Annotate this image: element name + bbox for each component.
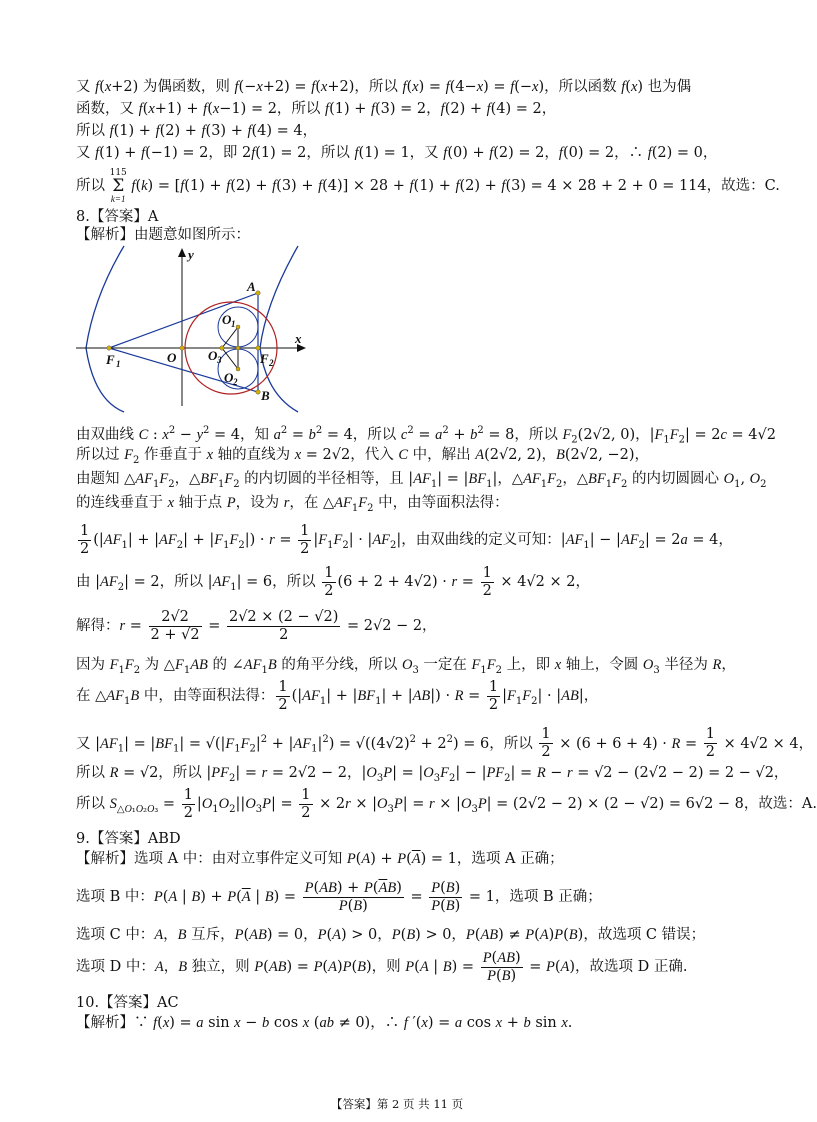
y-axis-arrow <box>178 248 186 257</box>
label-O2: O <box>224 370 234 385</box>
q8-line-4: 的连线垂直于 x 轴于点 P，设为 r，在 $\triangle AF_1F_2$ 中，由等面积法得： <box>76 495 509 514</box>
text-line: 所以 f(1) + f(2) + f(3) + f(4) = 4， <box>76 123 318 139</box>
label-O: O <box>167 350 177 365</box>
q8-line-1: 由双曲线 C : $x^2 - y^2 = 4$，知 $a^2 = b^2 = 4$，所以 $c^2 = a^2 + b^2 = 8$，所以 $F_2(2√2$, 0)，$|F_1F_2| = 2c = 4√2$ <box>76 425 776 446</box>
point-O1 <box>236 325 240 329</box>
q8-answer: 8.【答案】A <box>76 209 159 225</box>
label-y: y <box>188 247 194 262</box>
label-A: A <box>247 279 256 294</box>
text-line: 所以 115 Σ k=1 f(k) = [f(1) + f(2) + f(3) + f(4)] × 28 + f(1) + f(2) + f(3) = 4 × 28 + 2 + 0 = 114，故选：C. <box>76 168 780 204</box>
point-F1 <box>107 346 111 350</box>
label-O3-sub: 3 <box>217 355 222 365</box>
q8-line-11: 所以 R = √2，所以 $|PF_2| = r = 2√2 - 2$，$|O_3P| = |O_3F_2| - |PF_2| = R - r = √2 - (2√2 - 2) = 2 - √2$， <box>76 765 789 784</box>
q10-analysis: 【解析】∵ f(x) = a sin x − b cos x (ab ≠ 0)，∴ f ′(x) = a cos x + b sin x. <box>76 1015 573 1031</box>
label-O1: O <box>222 312 232 327</box>
q9-option-a: 【解析】选项 A 中：由对立事件定义可知 $P(A) + P(\overline{A}) = 1$，选项 A 正确； <box>76 851 564 867</box>
q8-line-12: 所以 $S_{\triangle O_1O_2O_3}$ = $\frac{1}{2}$ $|O_1O_2||O_3P|$ = $\frac{1}{2}$ × $2r \times |O_3P| = r \times |O_3P| = (2√2 - 2) \times (2 - √2) = 6√2 - 8$，故选：A. <box>76 786 817 821</box>
q9-answer: 9.【答案】ABD <box>76 831 181 847</box>
label-B: B <box>261 388 270 403</box>
label-x: x <box>295 331 302 346</box>
q9-option-c: 选项 C 中：A，B 互斥，P(AB) = 0，P(A) > 0，P(B) > 0，P(AB) ≠ P(A)P(B)，故选项 C 错误； <box>76 927 706 943</box>
point-B <box>256 390 260 394</box>
sum-upper: 115 <box>109 168 127 178</box>
point-O2 <box>236 367 240 371</box>
q8-line-7: 解得：r = $\frac{2√2}{2 + √2}$ = $\frac{2√2 \times (2 - √2)}{2}$ = 2√2 − 2， <box>76 608 437 643</box>
q10-answer: 10.【答案】AC <box>76 995 179 1011</box>
q8-line-10: 又 $|AF_1| = |BF_1| = √(|F_1F_2|^2 + |AF_1|^2) = √((4√2)^2 + 2^2) = 6$，所以 $\frac{1}{2}$ × (6 + 6 + 4) · R = $\frac{1}{2}$ × 4√2 × 4， <box>76 726 814 761</box>
label-O2-sub: 2 <box>233 377 238 387</box>
q9-option-d: 选项 D 中：A，B 独立，则 P(AB) = P(A)P(B)，则 P(A | B) = $\frac{P(AB)}{P(B)}$ = P(A)，故选项 D 正确. <box>76 949 688 984</box>
q8-line-9: 在 $\triangle AF_1B$ 中，由等面积法得： $\frac{1}{2}$ $(|AF_1| + |BF_1| + |AB|) \cdot R$ = $\frac{1}{2}$ $|F_1F_2| \cdot |AB|$， <box>76 678 599 713</box>
q8-line-2: 所以过 $F_2$ 作垂直于 x 轴的直线为 x = 2√2，代入 C 中，解出 A(2√2, 2)，B(2√2, −2)， <box>76 447 649 466</box>
q8-line-5: $\frac{1}{2}$ $(|AF_1| + |AF_2| + |F_1F_2|) \cdot r$ = $\frac{1}{2}$ $|F_1F_2| \cdot |AF_2|$，由双曲线的定义可知：$|AF_1| - |AF_2| = 2a = 4$， <box>80 522 733 557</box>
point-A <box>256 291 260 295</box>
text-line: 函数，又 f(x+1) + f(x−1) = 2，所以 f(1) + f(3) = 2，f(2) + f(4) = 2， <box>76 101 557 117</box>
point-O3 <box>220 346 224 350</box>
text-line: 又 f(x+2) 为偶函数，则 f(−x+2) = f(x+2)，所以 f(x) = f(4−x) = f(−x)，所以函数 f(x) 也为偶 <box>76 79 692 95</box>
label-F1: F <box>106 352 115 367</box>
q8-line-8: 因为 $F_1F_2$ 为 $\triangle F_1AB$ 的 $\angle AF_1B$ 的角平分线，所以 $O_3$ 一定在 $F_1F_2$ 上，即 x 轴上，令圆 $O_3$ 半径为 R， <box>76 657 736 676</box>
q9-option-b: 选项 B 中：P(A | $B) + P(\overline{A}$ | B) = $\frac{P(AB) + P(\overline{A}B)}{P(B)}$ = $\frac{P(B)}{P(B)}$ = 1，选项 B 正确； <box>76 879 602 914</box>
hyperbola-figure <box>76 244 312 412</box>
page-footer: 【答案】第 2 页 共 11 页 <box>330 1097 464 1111</box>
point-P <box>236 346 240 350</box>
point-F2 <box>256 346 260 350</box>
q8-line-3: 由题知 $\triangle AF_1F_2$，$\triangle BF_1F_2$ 的内切圆的半径相等，且 $|AF_1| = |BF_1|$，$\triangle AF_1F_2$，$\triangle BF_1F_2$ 的内切圆圆心 $O_1$, $O_2$ <box>76 471 767 490</box>
sum-lower: k=1 <box>110 194 126 204</box>
label-F2-sub: 2 <box>269 358 274 368</box>
label-O3: O <box>208 348 218 363</box>
q8-line-6: 由 $|AF_2| = 2$，所以 $|AF_1| = 6$，所以 $\frac{1}{2}$ (6 + 2 + 4√2) · r = $\frac{1}{2}$ × 4√2 × 2， <box>76 564 590 599</box>
point-O <box>180 346 184 350</box>
hyperbola-left-branch <box>86 246 124 412</box>
q8-analysis: 【解析】由题意如图所示： <box>76 227 250 243</box>
text-line: 又 f(1) + f(−1) = 2，即 2f(1) = 2，所以 f(1) = 1，又 f(0) + f(2) = 2，f(0) = 2，∴ f(2) = 0， <box>76 145 718 161</box>
label-F1-sub: 1 <box>116 359 121 369</box>
label-O1-sub: 1 <box>231 319 236 329</box>
line-F1-A <box>109 293 258 348</box>
label-F2: F <box>260 351 269 366</box>
